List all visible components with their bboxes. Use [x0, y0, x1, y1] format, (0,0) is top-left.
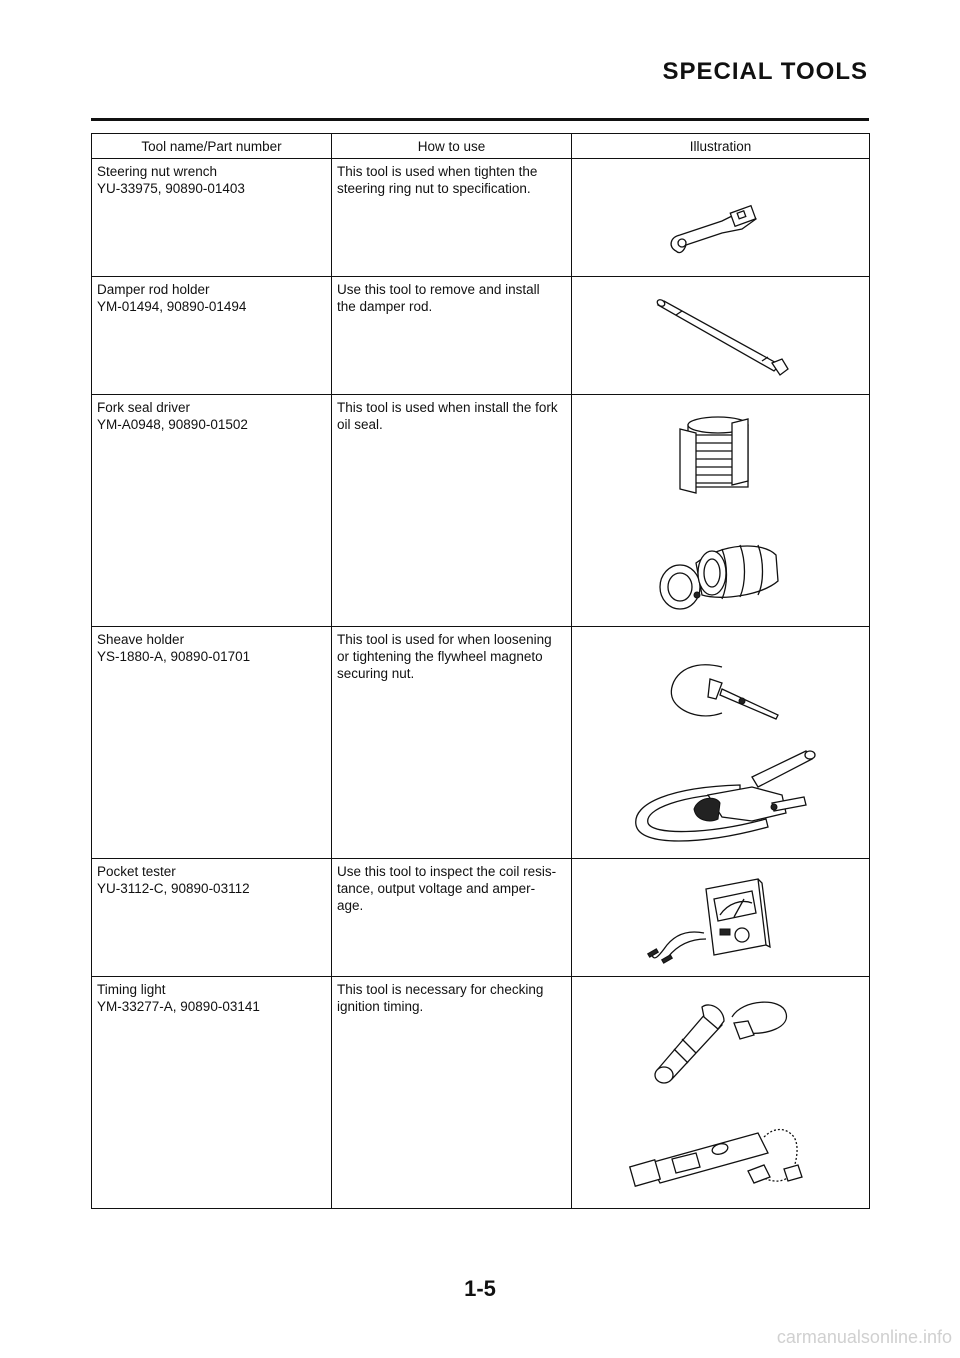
how-to-use-cell [332, 277, 572, 395]
tool-name: Timing light [97, 982, 166, 997]
fork-seal-driver-icon [572, 395, 870, 627]
part-number: YU-33975, 90890-01403 [97, 181, 245, 196]
tool-name-cell [92, 395, 332, 627]
how-to-use-cell [332, 159, 572, 277]
illustration-cell [572, 627, 870, 859]
column-header-tool-name: Tool name/Part number [92, 134, 332, 159]
table-row [92, 277, 870, 395]
page-title: SPECIAL TOOLS [662, 58, 868, 85]
steering-nut-wrench-icon [572, 159, 870, 277]
watermark: carmanualsonline.info [776, 1327, 952, 1347]
usage-line: This tool is necessary for checking [337, 982, 544, 997]
part-number: YU-3112-C, 90890-03112 [97, 881, 250, 896]
part-number: YM-01494, 90890-01494 [97, 299, 247, 314]
tool-name: Sheave holder [97, 632, 185, 647]
column-header-how-to-use: How to use [332, 134, 572, 159]
page-number: 1-5 [464, 1276, 496, 1301]
usage-line: oil seal. [337, 417, 383, 432]
tool-name: Damper rod holder [97, 282, 210, 297]
usage-line: securing nut. [337, 666, 415, 681]
special-tools-table [91, 133, 870, 1209]
usage-line: the damper rod. [337, 299, 433, 314]
table-row [92, 627, 870, 859]
usage-line: ignition timing. [337, 999, 424, 1014]
illustration-cell [572, 159, 870, 277]
usage-line: or tightening the flywheel magneto [337, 649, 543, 664]
illustration-cell [572, 977, 870, 1209]
usage-line: steering ring nut to specification. [337, 181, 531, 196]
usage-line: tance, output voltage and amper- [337, 881, 536, 896]
title-rule [91, 118, 869, 121]
table-row [92, 395, 870, 627]
tool-name-cell [92, 277, 332, 395]
how-to-use-cell [332, 395, 572, 627]
table-row [92, 977, 870, 1209]
sheave-holder-icon [572, 627, 870, 859]
part-number: YM-A0948, 90890-01502 [97, 417, 248, 432]
table-header-row [92, 134, 870, 159]
part-number: YM-33277-A, 90890-03141 [97, 999, 260, 1014]
column-header-illustration: Illustration [572, 134, 870, 159]
tool-name: Pocket tester [97, 864, 176, 879]
usage-line: age. [337, 898, 364, 913]
tool-name: Steering nut wrench [97, 164, 218, 179]
illustration-cell [572, 277, 870, 395]
damper-rod-holder-icon [572, 277, 870, 395]
usage-line: Use this tool to remove and install [337, 282, 540, 297]
how-to-use-cell [332, 627, 572, 859]
table-row [92, 859, 870, 977]
tool-name-cell [92, 627, 332, 859]
usage-line: Use this tool to inspect the coil resis- [337, 864, 557, 879]
usage-line: This tool is used when tighten the [337, 164, 538, 179]
part-number: YS-1880-A, 90890-01701 [97, 649, 251, 664]
how-to-use-cell [332, 977, 572, 1209]
usage-line: This tool is used for when loosening [337, 632, 552, 647]
tool-name-cell [92, 977, 332, 1209]
illustration-cell [572, 395, 870, 627]
how-to-use-cell [332, 859, 572, 977]
usage-line: This tool is used when install the fork [337, 400, 558, 415]
timing-light-icon [572, 977, 870, 1209]
table-row [92, 159, 870, 277]
illustration-cell [572, 859, 870, 977]
tool-name-cell [92, 159, 332, 277]
pocket-tester-icon [572, 859, 870, 977]
tool-name-cell [92, 859, 332, 977]
tool-name: Fork seal driver [97, 400, 191, 415]
